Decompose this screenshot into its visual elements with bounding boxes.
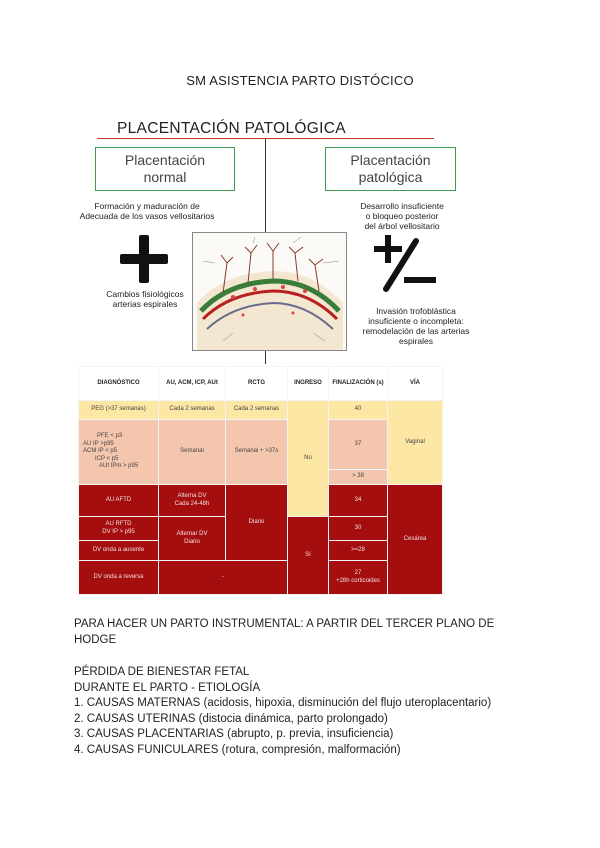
doppler-line: Alternar DV bbox=[176, 531, 208, 537]
pathologic-villous-text-line: del árbol vellositario bbox=[364, 221, 440, 231]
col-header: INGRESO bbox=[288, 367, 329, 401]
normal-box-line1: Placentación bbox=[124, 152, 206, 168]
table-cell: 30 bbox=[329, 517, 388, 541]
pathologic-box-line2: patológica bbox=[358, 169, 423, 185]
table-cell: DV onda a reversa bbox=[79, 561, 159, 595]
trophoblastic-invasion-line: Invasión trofoblástica bbox=[376, 306, 456, 316]
trophoblastic-invasion-text bbox=[352, 306, 480, 346]
normal-villous-text-line: Adecuada de los vasos vellositarios bbox=[79, 211, 215, 221]
table-cell: >=28 bbox=[329, 541, 388, 561]
table-cell: Semanal bbox=[159, 420, 226, 485]
dx-line: AUt IPm > p95 bbox=[99, 463, 139, 470]
table-cell: PEG (>37 semanas) bbox=[79, 401, 159, 420]
fetal-distress-etiology bbox=[74, 665, 554, 758]
dx-line: ICP < p5 bbox=[95, 455, 119, 462]
table-cell: Cada 2 semanas bbox=[159, 401, 226, 420]
table-cell: Semanal + >37s bbox=[226, 420, 288, 485]
figure-divider-top bbox=[265, 139, 266, 232]
col-header: FINALIZACIÓN (s) bbox=[329, 367, 388, 401]
pathologic-villous-text-line: o bloqueo posterior bbox=[365, 211, 439, 221]
trophoblastic-invasion-line: remodelación de las arterias bbox=[362, 326, 470, 336]
figure-title: PLACENTACIÓN PATOLÓGICA bbox=[117, 120, 346, 137]
normal-villous-text-line: Formación y maduración de bbox=[94, 201, 200, 211]
normal-placentation-box bbox=[95, 147, 235, 191]
fin-line: 27 bbox=[354, 570, 362, 576]
figure-divider-bottom bbox=[265, 349, 266, 364]
etiology-line: 4. CAUSAS FUNICULARES (rotura, compresión, malformación) bbox=[74, 743, 401, 756]
col-header: DIAGNÓSTICO bbox=[79, 367, 159, 401]
col-header: AU, ACM, ICP, AUt bbox=[159, 367, 226, 401]
etiology-line: 2. CAUSAS UTERINAS (distocia dinámica, parto prolongado) bbox=[74, 712, 388, 725]
doppler-line: Alterna DV bbox=[177, 493, 207, 499]
etiology-line: DURANTE EL PARTO - ETIOLOGÍA bbox=[74, 681, 261, 694]
normal-box-line2: normal bbox=[143, 169, 187, 185]
table-cell bbox=[79, 517, 159, 541]
table-cell: 34 bbox=[329, 485, 388, 517]
trophoblastic-invasion-line: espirales bbox=[398, 336, 434, 346]
dx-line: ACM IP < p5 bbox=[83, 448, 118, 455]
page-title: SM ASISTENCIA PARTO DISTÓCICO bbox=[186, 73, 414, 88]
table-cell: DV onda a ausente bbox=[79, 541, 159, 561]
pathologic-box-line1: Placentación bbox=[350, 152, 431, 168]
table-cell bbox=[329, 561, 388, 595]
placenta-illustration bbox=[192, 232, 347, 351]
doppler-line: Diario bbox=[184, 538, 200, 545]
table-cell: Diario bbox=[226, 485, 288, 561]
normal-villous-text bbox=[62, 201, 232, 221]
dx-line: AU IP >p95 bbox=[83, 440, 114, 447]
doppler-line: Cada 24-48h bbox=[174, 500, 210, 507]
pathologic-villous-text bbox=[343, 201, 461, 231]
management-table bbox=[78, 366, 442, 594]
table-cell: 40 bbox=[329, 401, 388, 420]
col-header: RCTG bbox=[226, 367, 288, 401]
dx-line: AU RFTD bbox=[105, 521, 132, 527]
pathologic-villous-text-line: Desarrollo insuficiente bbox=[360, 201, 444, 211]
trophoblastic-invasion-line: insuficiente o incompleta: bbox=[368, 316, 464, 326]
table-cell: > 38 bbox=[329, 470, 388, 485]
table-cell: No bbox=[288, 401, 329, 517]
plus-minus-icon bbox=[370, 233, 440, 295]
table-cell: 37 bbox=[329, 420, 388, 470]
physiologic-changes-line: arterias espirales bbox=[112, 299, 178, 309]
dx-line: PFE < p3 bbox=[97, 433, 123, 440]
col-header: VÍA bbox=[388, 367, 443, 401]
table-cell: Vaginal bbox=[388, 401, 443, 485]
table-cell bbox=[159, 517, 226, 561]
plus-icon bbox=[120, 235, 168, 283]
etiology-line: 1. CAUSAS MATERNAS (acidosis, hipoxia, disminución del flujo uteroplacentario) bbox=[74, 697, 492, 709]
table-cell: Cada 2 semanas bbox=[226, 401, 288, 420]
dx-line: DV IP > p95 bbox=[102, 528, 135, 535]
table-cell bbox=[159, 485, 226, 517]
etiology-line: PÉRDIDA DE BIENESTAR FETAL bbox=[74, 666, 250, 678]
table-cell: - bbox=[159, 561, 288, 595]
table-cell: AU AFTD bbox=[79, 485, 159, 517]
instrumental-delivery-note: PARA HACER UN PARTO INSTRUMENTAL: A PARTIR DEL TERCER PLANO DE HODGE bbox=[74, 618, 495, 646]
etiology-line: 3. CAUSAS PLACENTARIAS (abrupto, p. previa, insuficiencia) bbox=[74, 728, 394, 740]
table-cell: Sí bbox=[288, 517, 329, 595]
pathologic-placentation-box bbox=[325, 147, 456, 191]
physiologic-changes-text bbox=[80, 289, 210, 309]
fin-line: +28h corticoides bbox=[336, 577, 380, 584]
table-cell: Cesárea bbox=[388, 485, 443, 595]
table-cell bbox=[79, 420, 159, 485]
physiologic-changes-line: Cambios fisiológicos bbox=[106, 289, 184, 299]
